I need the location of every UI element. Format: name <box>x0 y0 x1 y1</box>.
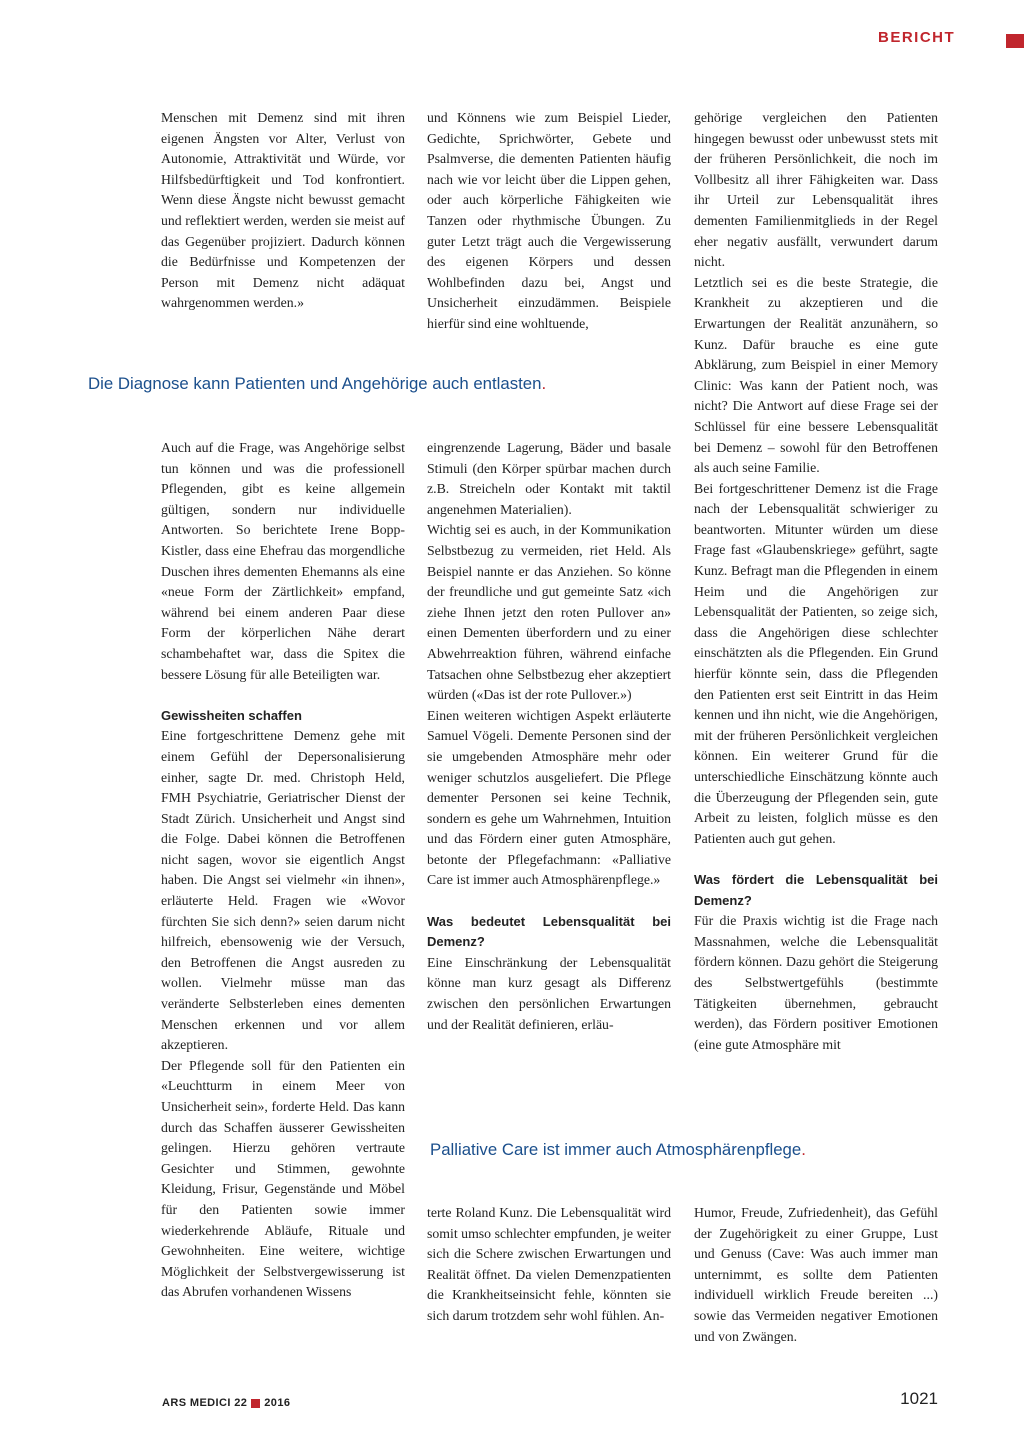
paragraph: Menschen mit Demenz sind mit ihren eigenen Ängsten vor Alter, Verlust von Autonomie, Attraktivität und Würde, vor Hilfsbedürftigkeit und Tod konfrontiert. Wenn diese Ängste nicht bewusst gemacht und reflektiert werden, werden sie meist auf das Gegenüber projiziert. Dadurch können die Bedürfnisse und Kompetenzen der Person mit Demenz nicht adäquat wahrgenommen werden.» <box>161 110 405 311</box>
pullquote-period: . <box>801 1140 806 1159</box>
paragraph: Humor, Freude, Zufriedenheit), das Gefühl der Zugehörigkeit zu einer Gruppe, Lust und Genuss (Cave: Was auch immer man unternimmt, es sollte dem Patienten individuell wirklich Freude bereiten ...) sowie das Vermeiden negativer Emotionen und von Zwängen. <box>694 1205 938 1344</box>
paragraph: Einen weiteren wichtigen Aspekt erläuterte Samuel Vögeli. Demente Personen sind der sie umgebenden Atmosphäre mehr oder weniger schutzlos ausgeliefert. Die Pflege dementer Personen sei keine Technik, sondern es gehe um Wahrnehmen, Intuition und das Fördern einer guten Atmosphäre, betonte der Pflegefachmann: «Palliative Care ist immer auch Atmosphärenpflege.» <box>427 707 671 888</box>
pullquote-text: Die Diagnose kann Patienten und Angehörige auch entlasten <box>88 374 542 393</box>
paragraph: Eine Einschränkung der Lebensqualität könne man kurz gesagt als Differenz zwischen den persönlichen Erwartungen und der Realität definieren, erläu- <box>427 954 671 1032</box>
column-bottom-middle <box>427 1203 671 1327</box>
subheading-foerdert: Was fördert die Lebensqualität bei Demenz? <box>694 871 938 908</box>
paragraph: Eine fortgeschrittene Demenz gehe mit einem Gefühl der Depersonalisierung einher, sagte Dr. med. Christoph Held, FMH Psychiatrie, Geriatrischer Dienst der Stadt Zürich. Unsicherheit und Angst sind die Folge. Dabei können die Betroffenen nicht sagen, wovor sie eigentlich Angst haben. Die Angst sei vielmehr «in ihnen», erläuterte Held. Fragen wie «Wovor fürchten Sie sich denn?» seien darum nicht hilfreich, ebensowenig wie der Versuch, den Betroffenen die Angst ausreden zu wollen. Vielmehr müsse man das veränderte Selbsterleben eines dementen Menschen erkennen und vor allem akzeptieren. <box>161 728 405 1053</box>
page-number: 1021 <box>900 1389 938 1408</box>
pullquote-text: Palliative Care ist immer auch Atmosphärenpflege <box>430 1140 802 1159</box>
paragraph: und Könnens wie zum Beispiel Lieder, Gedichte, Sprichwörter, Gebete und Psalmverse, die dementen Patienten häufig nach wie vor leicht über die Lippen gehen, oder auch körperliche Fähigkeiten wie Tanzen oder rhythmische Übungen. Zu guter Letzt trägt auch die Vergewisserung des eigenen Körpers und dessen Wohlbefinden dazu bei, Angst und Unsicherheit einzudämmen. Beispiele hierfür sind eine wohltuende, <box>427 110 671 331</box>
paragraph: Der Pflegende soll für den Patienten ein «Leuchtturm in einem Meer von Unsicherheit sein», forderte Held. Das kann durch das Schaffen äusserer Gewissheiten gelingen. Hierzu gehören vertraute Gesichter und Stimmen, gewohnte Kleidung, Frisur, Gegenstände und Möbel für den Patienten sowie immer wiederkehrende Abläufe, Rituale und Gewohnheiten. Eine weitere, wichtige Möglichkeit der Selbstvergewisserung ist das Abrufen vorhandenen Wissens <box>161 1057 405 1300</box>
paragraph: eingrenzende Lagerung, Bäder und basale Stimuli (den Körper spürbar machen durch z.B. Streicheln oder Kontakt mit taktil angenehmen Materialien). <box>427 440 671 517</box>
pullquote-atmosphaere <box>430 1140 806 1160</box>
footer-journal <box>162 1397 290 1409</box>
subheading-lebensqualitaet: Was bedeutet Lebensqualität bei Demenz? <box>427 913 671 950</box>
journal-year: 2016 <box>264 1397 291 1409</box>
pullquote-diagnose <box>88 374 546 394</box>
column-top-left <box>161 108 405 314</box>
journal-name: ARS MEDICI 22 <box>162 1397 248 1409</box>
column-mid-left <box>161 438 405 1303</box>
column-top-middle <box>427 108 671 335</box>
section-marker <box>1006 34 1024 48</box>
paragraph: Auch auf die Frage, was Angehörige selbst tun können und was die professionell Pflegenden, gibt es keine allgemein gültigen, sondern nur individuelle Antworten. So berichtete Irene Bopp-Kistler, dass eine Ehefrau das morgendliche Duschen ihres dementen Ehemanns als eine «neue Form der Zärtlichkeit» empfand, während bei einem anderen Paar diese Form der körperlichen Nähe derart schambehaftet war, dass die Spitex die bessere Lösung für alle Beteiligten war. <box>161 440 405 682</box>
column-bottom-right <box>694 1203 938 1347</box>
paragraph: gehörige vergleichen den Patienten hingegen bewusst oder unbewusst stets mit der früheren Persönlichkeit, die noch im Vollbesitz all ihrer Fähigkeiten war. Dass ihr Urteil zur Lebensqualität ihres dementen Familienmitglieds in der Regel eher negativ ausfällt, verwundert darum nicht. <box>694 110 938 270</box>
paragraph: terte Roland Kunz. Die Lebensqualität wird somit umso schlechter empfunden, je weiter sich die Schere zwischen Erwartungen und Realität öffnet. Da vielen Demenzpatienten die Krankheitseinsicht fehle, könnten sie sich darum trotzdem sehr wohl fühlen. An- <box>427 1205 671 1323</box>
subheading-gewissheiten: Gewissheiten schaffen <box>161 707 302 723</box>
footer-marker <box>251 1399 260 1408</box>
column-mid-middle <box>427 438 671 1035</box>
paragraph: Wichtig sei es auch, in der Kommunikation Selbstbezug zu vermeiden, riet Held. Als Beispiel nannte er das Anziehen. So könne der freundliche und gut gemeinte Satz «ich ziehe Ihnen jetzt den roten Pullover an» einen Dementen überfordern und zu einer Abwehrreaktion führen, während einfache Tatsachen ohne Selbstbezug eher akzeptiert würden («Das ist der rote Pullover.») <box>427 522 671 703</box>
paragraph: Für die Praxis wichtig ist die Frage nach Massnahmen, welche die Lebensqualität fördern können. Dazu gehört die Steigerung des Selbstwertgefühls (bestimmte Tätigkeiten übernehmen, gebraucht werden), das Fördern positiver Emotionen (eine gute Atmosphäre mit <box>694 913 938 1052</box>
paragraph: Bei fortgeschrittener Demenz ist die Frage nach der Lebensqualität schwieriger zu beantworten. Mitunter würden um diese Frage fast «Glaubenskriege» geführt, sagte Kunz. Befragt man die Pflegenden in einem Heim und die Angehörigen zur Lebensqualität der Patienten, so zeige sich, dass die Angehörigen diese schlechter einschätzten als die Pflegenden. Ein Grund hierfür könnte sein, dass die Pflegenden den Patienten erst seit Eintritt in das Heim kennen und ihn nicht, wie die Angehörigen, mit der früheren Persönlichkeit vergleichen können. Ein weiterer Grund für die unterschiedliche Einschätzung könnte auch die Überzeugung der Pflegenden sein, gute Arbeit zu leisten, folglich müsse es den Patienten auch gut gehen. <box>694 480 938 846</box>
paragraph: Letztlich sei es die beste Strategie, die Krankheit zu akzeptieren und die Erwartungen der Realität anzunähern, so Kunz. Dafür brauche es eine gute Abklärung, zum Beispiel in einer Memory Clinic: Was kann der Patient noch, was nicht? Die Antwort auf diese Frage sei der Schlüssel für eine bessere Lebensqualität bei Demenz – sowohl für den Betroffenen als auch seine Familie. <box>694 274 938 476</box>
pullquote-period: . <box>541 374 547 393</box>
column-right <box>694 108 938 1055</box>
section-label: BERICHT <box>878 29 956 46</box>
